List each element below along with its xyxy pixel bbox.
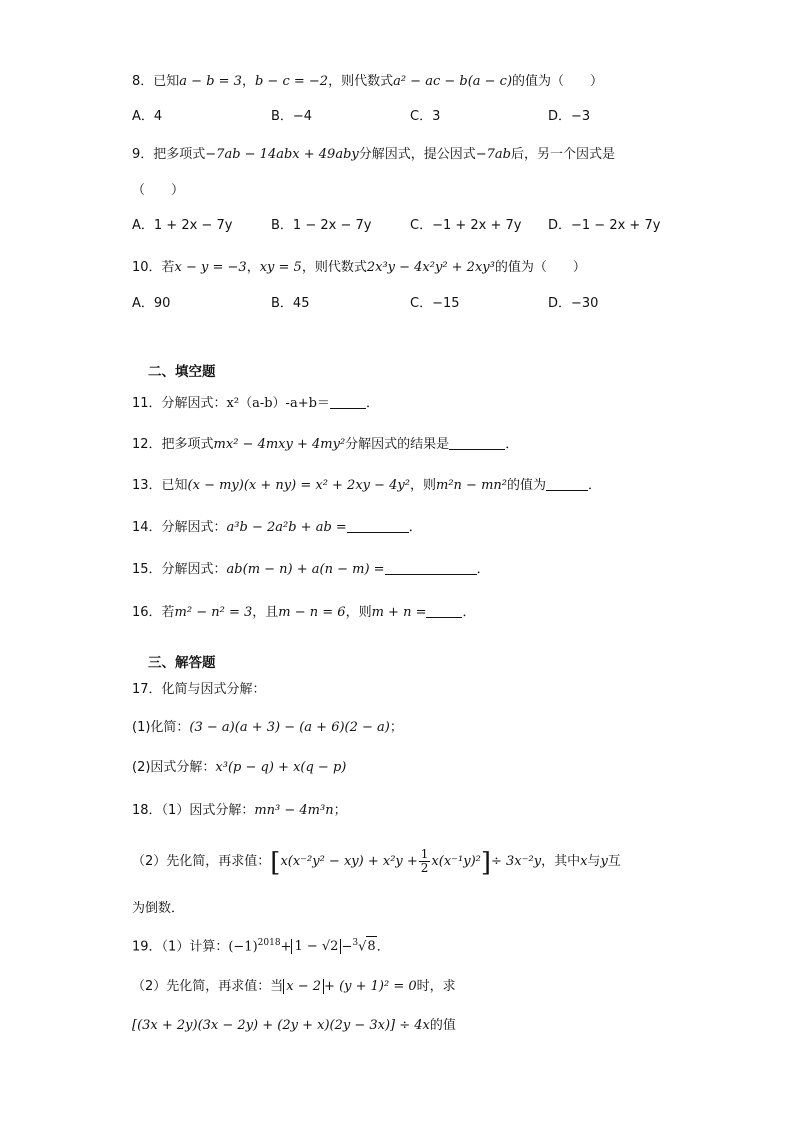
question-17: 17．化简与因式分解： bbox=[132, 682, 266, 697]
math: m² − n² = 3 bbox=[174, 605, 253, 620]
question-11: 11．分解因式：x²（a-b）-a+b＝ ． bbox=[132, 396, 379, 411]
answer-blank[interactable] bbox=[449, 435, 505, 450]
question-18-part-2-cont: 为倒数． bbox=[132, 901, 185, 916]
answer-blank[interactable] bbox=[426, 603, 462, 618]
section-heading: 三、解答题 bbox=[148, 655, 216, 671]
question-19-part-1: 19．（1）计算：$(-1)^{2018}+ 1 - √2 -^3√8$． bbox=[132, 933, 390, 957]
question-13: 13．已知(x − my)(x + ny) = x² + 2xy − 4y²，则m²n − mn²的值为 ． bbox=[132, 478, 602, 493]
fraction: $\frac{1}{2}$ bbox=[420, 847, 429, 875]
question-19-part-2: （2）先化简，再求值：当 x − 2 + (y + 1)² = 0时，求 bbox=[132, 979, 456, 994]
math: m − n = 6 bbox=[278, 605, 346, 620]
answer-blank[interactable] bbox=[546, 476, 588, 491]
option-b: B．1 − 2x − 7y bbox=[271, 218, 372, 233]
question-15: 15．分解因式：ab(m − n) + a(n − m) = ． bbox=[132, 562, 490, 577]
math: + (y + 1)² = 0 bbox=[324, 979, 417, 994]
answer-blank[interactable] bbox=[385, 560, 477, 575]
radical-sign: √ bbox=[358, 939, 367, 955]
math: (−1) bbox=[228, 939, 258, 955]
math: x²（a-b）-a+b bbox=[226, 396, 317, 411]
option-c: C．3 bbox=[410, 109, 441, 124]
option-d: D．−3 bbox=[548, 109, 591, 124]
question-12: 12．把多项式mx² − 4mxy + 4my²分解因式的结果是 ． bbox=[132, 437, 519, 452]
math: ab(m − n) + a(n − m) = bbox=[226, 562, 385, 577]
question-16: 16．若m² − n² = 3，且m − n = 6，则m + n = ． bbox=[132, 605, 476, 620]
answer-blank[interactable] bbox=[347, 518, 409, 533]
math: x³(p − q) + x(q − p) bbox=[215, 760, 347, 775]
math: −7ab bbox=[475, 147, 512, 162]
bracket: ] bbox=[480, 848, 492, 878]
option-d: D．−1 − 2x + 7y bbox=[548, 218, 661, 233]
math: a − b = 3 bbox=[179, 74, 242, 89]
question-9: 9．把多项式−7ab − 14abx + 49aby分解因式，提公因式−7ab后，另一个因式是 bbox=[132, 147, 616, 162]
math: ÷ 3x⁻²y bbox=[491, 854, 542, 869]
option-d: D．−30 bbox=[548, 296, 599, 311]
option-b: B．−4 bbox=[271, 109, 313, 124]
absolute-value: 1 − √2 bbox=[291, 939, 341, 954]
question-17-part-1: (1)化简：(3 − a)(a + 3) − (a + 6)(2 − a)； bbox=[132, 720, 403, 735]
option-a: A．4 bbox=[132, 109, 163, 124]
question-19-part-2-cont: [(3x + 2y)(3x − 2y) + (2y + x)(2y − 3x)] ÷ 4x的值 bbox=[132, 1018, 456, 1033]
math: mn³ − 4m³n bbox=[254, 803, 334, 818]
math: mx² − 4mxy + 4my² bbox=[213, 437, 346, 452]
math: xy = 5 bbox=[259, 260, 302, 275]
question-17-part-2: (2)因式分解：x³(p − q) + x(q − p) bbox=[132, 760, 347, 775]
math: −7ab − 14abx + 49aby bbox=[205, 147, 359, 162]
option-a: A．1 + 2x − 7y bbox=[132, 218, 233, 233]
section-heading: 二、填空题 bbox=[148, 364, 216, 380]
math: x − y = −3 bbox=[174, 260, 247, 275]
math: 2x³y − 4x²y² + 2xy³ bbox=[366, 260, 495, 275]
question-14: 14．分解因式：a³b − 2a²b + ab = ． bbox=[132, 520, 422, 535]
radicand: 8 bbox=[366, 936, 376, 957]
math: b − c = −2 bbox=[254, 74, 329, 89]
math: (3 − a)(a + 3) − (a + 6)(2 − a) bbox=[189, 720, 390, 735]
question-8: 8．已知a − b = 3，b − c = −2，则代数式a² − ac − b(a − c)的值为（ ） bbox=[132, 74, 604, 89]
question-18-part-1: 18．（1）因式分解：mn³ − 4m³n； bbox=[132, 803, 347, 818]
math: [(3x + 2y)(3x − 2y) + (2y + x)(2y − 3x)] ÷ 4x bbox=[132, 1018, 430, 1033]
absolute-value: x − 2 bbox=[283, 979, 324, 994]
option-b: B．45 bbox=[271, 296, 310, 311]
bracket: [ bbox=[270, 848, 281, 878]
math: x(x⁻¹y)² bbox=[431, 854, 481, 869]
math: m + n = bbox=[371, 605, 427, 620]
math: m²n − mn² bbox=[436, 478, 507, 493]
math: (x − my)(x + ny) = x² + 2xy − 4y² bbox=[187, 478, 410, 493]
answer-blank[interactable] bbox=[330, 394, 366, 409]
option-c: C．−1 + 2x + 7y bbox=[410, 218, 522, 233]
option-c: C．−15 bbox=[410, 296, 460, 311]
math: x(x⁻²y² − xy) + x²y + bbox=[280, 854, 418, 869]
math: a² − ac − b(a − c) bbox=[393, 74, 513, 89]
question-10: 10．若x − y = −3，xy = 5，则代数式2x³y − 4x²y² + 2xy³的值为（ ） bbox=[132, 260, 586, 275]
question-18-part-2: （2）先化简，再求值：[x(x⁻²y² − xy) + x²y + $\frac{1}{2}$ x(x⁻¹y)²]÷ 3x⁻²y，其中x与y互 bbox=[132, 847, 621, 878]
option-a: A．90 bbox=[132, 296, 171, 311]
math: a³b − 2a²b + ab = bbox=[226, 520, 347, 535]
answer-paren: （ ） bbox=[132, 183, 185, 198]
